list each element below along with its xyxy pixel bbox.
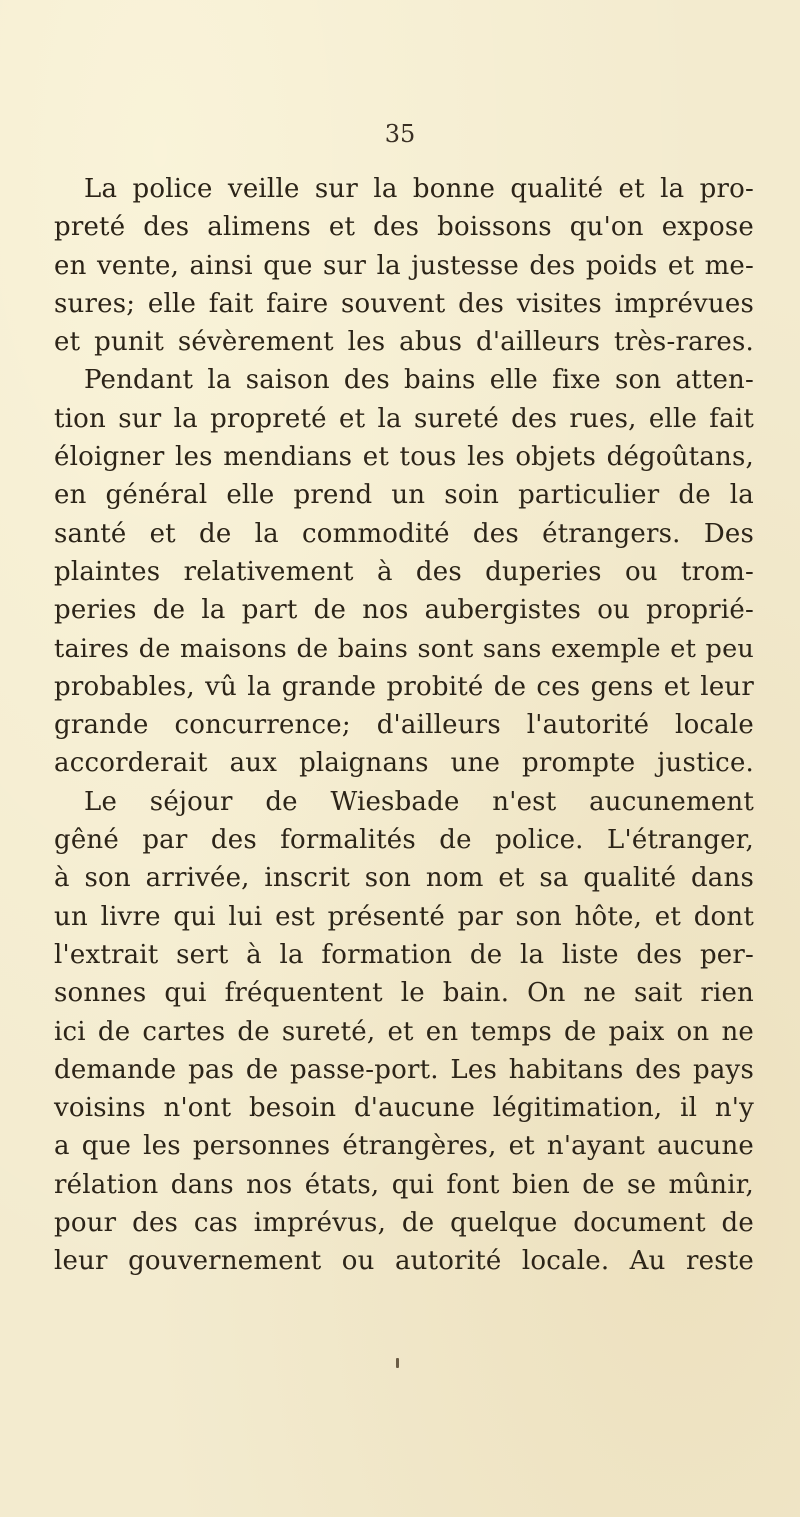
ink-speck: [396, 1358, 399, 1368]
text-line: voisins n'ont besoin d'aucune légitimation, il n'y: [54, 1093, 754, 1124]
text-line: taires de maisons de bains sont sans exemple et peu: [54, 633, 754, 664]
text-line: Pendant la saison des bains elle fixe son atten-: [84, 365, 754, 396]
text-line: l'extrait sert à la formation de la liste des per-: [54, 939, 754, 970]
page-number: 35: [384, 120, 416, 148]
text-line: rélation dans nos états, qui font bien de se mûnir,: [54, 1169, 754, 1200]
text-line: tion sur la propreté et la sureté des rues, elle fait: [54, 403, 754, 434]
text-line: probables, vû la grande probité de ces gens et leur: [54, 671, 754, 702]
text-line: demande pas de passe-port. Les habitans des pays: [54, 1054, 754, 1085]
text-line: pour des cas imprévus, de quelque document de: [54, 1208, 754, 1239]
text-line: un livre qui lui est présenté par son hôte, et dont: [54, 901, 754, 932]
body-text: [54, 170, 754, 1281]
text-line: et punit sévèrement les abus d'ailleurs très-rares.: [54, 327, 754, 358]
text-line: grande concurrence; d'ailleurs l'autorité locale: [54, 710, 754, 741]
text-line: ici de cartes de sureté, et en temps de paix on ne: [54, 1016, 754, 1047]
text-line: à son arrivée, inscrit son nom et sa qualité dans: [54, 863, 754, 894]
text-line: éloigner les mendians et tous les objets dégoûtans,: [54, 442, 754, 473]
text-line: plaintes relativement à des duperies ou trom-: [54, 556, 754, 587]
text-line: La police veille sur la bonne qualité et la pro-: [84, 174, 754, 204]
text-line: sures; elle fait faire souvent des visites imprévues: [54, 288, 754, 319]
text-line: en vente, ainsi que sur la justesse des poids et me-: [54, 250, 754, 281]
text-line: santé et de la commodité des étrangers. Des: [54, 518, 754, 549]
text-line: sonnes qui fréquentent le bain. On ne sait rien: [54, 978, 754, 1009]
text-line: en général elle prend un soin particulier de la: [54, 480, 754, 511]
text-line: leur gouvernement ou autorité locale. Au reste: [54, 1246, 754, 1277]
text-line: peries de la part de nos aubergistes ou proprié-: [54, 595, 754, 626]
text-line: gêné par des formalités de police. L'étranger,: [54, 825, 754, 856]
text-line: a que les personnes étrangères, et n'ayant aucune: [54, 1131, 754, 1162]
text-line: preté des alimens et des boissons qu'on expose: [54, 212, 754, 243]
text-line: Le séjour de Wiesbade n'est aucunement: [84, 786, 754, 817]
text-line: accorderait aux plaignans une prompte justice.: [54, 748, 754, 779]
